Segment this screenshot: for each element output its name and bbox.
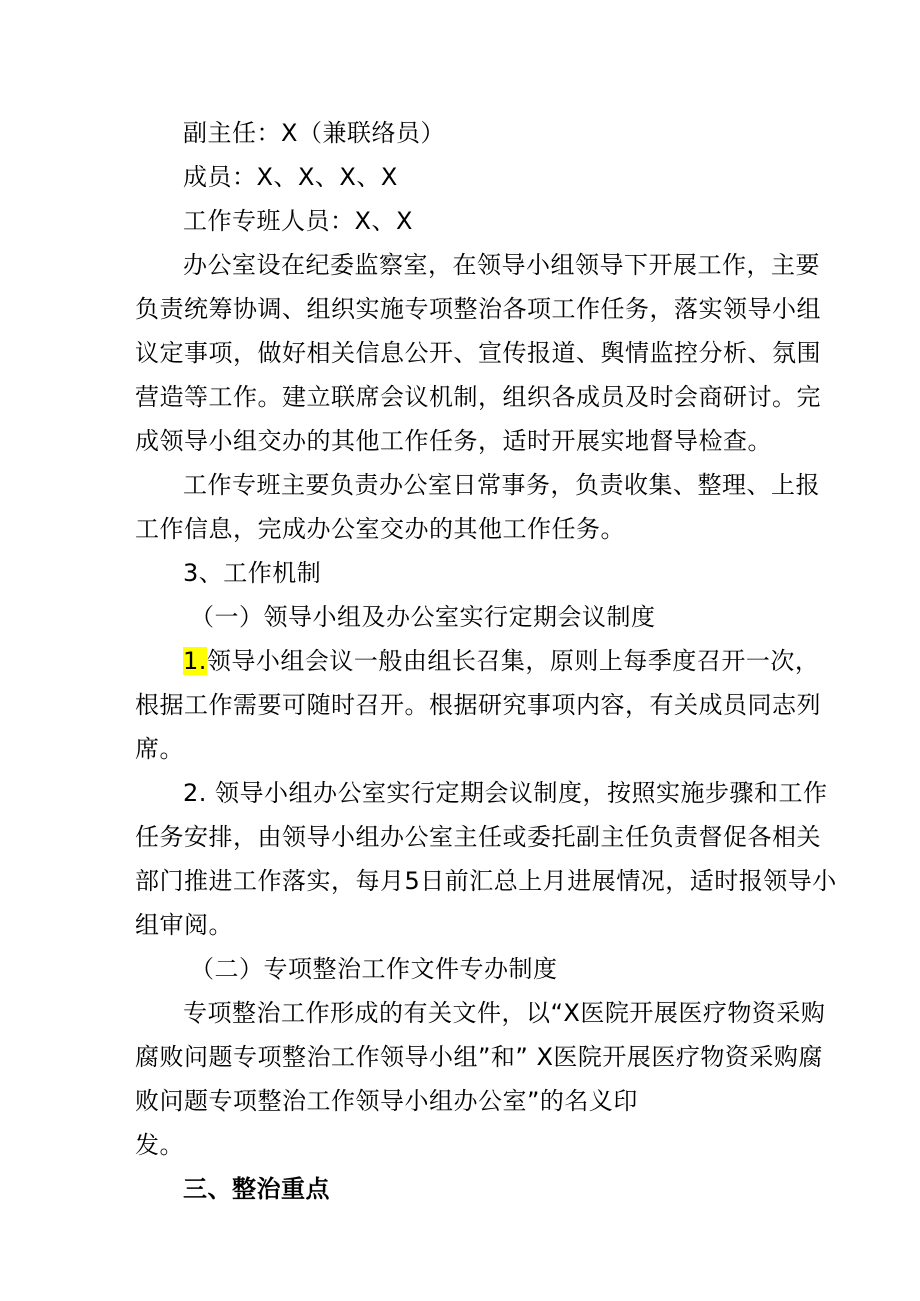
item-2-line-2: 任务安排，由领导小组办公室主任或委托副主任负责督促各相关 [135, 823, 821, 851]
paragraph-office-line-1: 办公室设在纪委监察室，在领导小组领导下开展工作，主要 [183, 251, 820, 279]
item-1-line-2: 根据工作需要可随时召开。根据研究事项内容，有关成员同志列 [135, 691, 821, 719]
section-heading-work-mechanism: 3、工作机制 [183, 559, 322, 587]
item-1-line-3: 席。 [135, 735, 184, 763]
subheading-document-handling: （二）专项整治工作文件专办制度 [190, 955, 558, 983]
line-members: 成员：X、X、X、X [183, 163, 398, 191]
paragraph-task-force-line-1: 工作专班主要负责办公室日常事务，负责收集、整理、上报 [183, 471, 820, 499]
paragraph-office-line-4: 营造等工作。建立联席会议机制，组织各成员及时会商研讨。完 [135, 383, 821, 411]
item-1-line-1: 1.领导小组会议一般由组长召集，原则上每季度召开一次， [183, 647, 820, 675]
section-heading-key-rectification: 三、整治重点 [183, 1175, 330, 1203]
paragraph-office-line-3: 议定事项，做好相关信息公开、宣传报道、舆情监控分析、氛围 [135, 339, 821, 367]
item-2-line-3: 部门推进工作落实，每月5日前汇总上月进展情况，适时报领导小 [135, 867, 837, 895]
item-2-line-4: 组审阅。 [135, 911, 233, 939]
paragraph-documents-line-4: 发。 [135, 1131, 184, 1159]
paragraph-documents-line-2: 腐败问题专项整治工作领导小组”和” X医院开展医疗物资采购腐 [135, 1043, 823, 1071]
highlight-marker: 1. [183, 647, 207, 675]
paragraph-office-line-2: 负责统筹协调、组织实施专项整治各项工作任务，落实领导小组 [135, 295, 821, 323]
item-2-line-1: 2. 领导小组办公室实行定期会议制度，按照实施步骤和工作 [183, 779, 828, 807]
paragraph-documents-line-1: 专项整治工作形成的有关文件，以“X医院开展医疗物资采购 [183, 999, 826, 1027]
line-deputy-director: 副主任：X（兼联络员） [183, 119, 445, 147]
line-task-force-staff: 工作专班人员：X、X [183, 207, 413, 235]
paragraph-documents-line-3: 败问题专项整治工作领导小组办公室”的名义印 [135, 1087, 638, 1115]
subheading-regular-meeting: （一）领导小组及办公室实行定期会议制度 [190, 603, 656, 631]
paragraph-task-force-line-2: 工作信息，完成办公室交办的其他工作任务。 [135, 515, 625, 543]
paragraph-office-line-5: 成领导小组交办的其他工作任务，适时开展实地督导检查。 [135, 427, 772, 455]
